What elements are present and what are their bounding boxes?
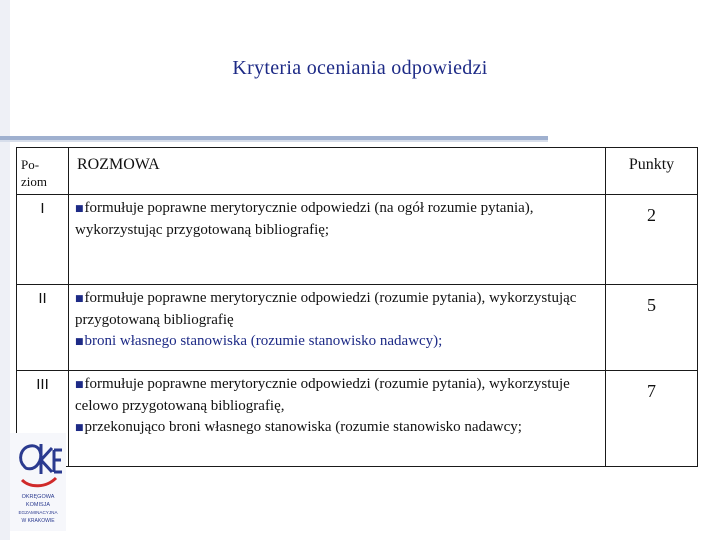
level-cell: II	[17, 285, 69, 371]
criterion-item	[75, 288, 601, 331]
points-cell: 7	[606, 371, 698, 467]
table-row	[17, 285, 698, 371]
criterion-text: formułuje poprawne merytorycznie odpowiedzi (rozumie pytania), wykorzystując przygotowaną bibliografię	[75, 290, 577, 328]
criteria-cell	[69, 285, 606, 371]
bullet-icon: ■	[75, 423, 84, 433]
criterion-text: formułuje poprawne merytorycznie odpowiedzi (na ogół rozumie pytania), wykorzystując przygotowaną bibliografię;	[75, 200, 534, 238]
bullet-icon: ■	[75, 380, 84, 390]
bullet-icon: ■	[75, 337, 84, 347]
criteria-header: ROZMOWA	[69, 148, 606, 195]
criterion-item	[75, 331, 601, 353]
criterion-item	[75, 417, 601, 439]
criterion-item	[75, 198, 601, 241]
logo-text-line3: EGZAMINACYJNA	[18, 510, 58, 515]
bullet-icon: ■	[75, 204, 84, 214]
criterion-text: formułuje poprawne merytorycznie odpowiedzi (rozumie pytania), wykorzystuje celowo przygotowaną bibliografię,	[75, 376, 570, 414]
title-rule-shadow	[0, 140, 548, 142]
logo-text-line1: OKRĘGOWA	[21, 494, 55, 500]
criterion-item	[75, 374, 601, 417]
points-cell: 2	[606, 195, 698, 285]
criterion-text: przekonująco broni własnego stanowiska (rozumie stanowisko nadawcy;	[84, 419, 522, 435]
level-cell: III	[17, 371, 69, 467]
table-row	[17, 371, 698, 467]
level-header-line1: Po-	[21, 157, 40, 172]
left-margin-bar	[0, 0, 10, 540]
points-cell: 5	[606, 285, 698, 371]
logo-mark-icon	[21, 444, 62, 486]
criteria-table	[16, 147, 698, 467]
bullet-icon: ■	[75, 294, 84, 304]
logo-text-line2: KOMISJA	[25, 502, 51, 508]
oke-logo	[10, 436, 66, 530]
level-header	[17, 148, 69, 195]
criteria-cell	[69, 195, 606, 285]
logo-text-line4: W KRAKOWIE	[21, 518, 55, 524]
level-header-line2: ziom	[21, 174, 47, 189]
points-header: Punkty	[606, 148, 698, 195]
table-row	[17, 195, 698, 285]
table-header-row	[17, 148, 698, 195]
level-cell: I	[17, 195, 69, 285]
criteria-cell	[69, 371, 606, 467]
slide-title: Kryteria oceniania odpowiedzi	[232, 57, 488, 79]
criterion-text: broni własnego stanowiska (rozumie stanowisko nadawcy);	[84, 333, 443, 349]
